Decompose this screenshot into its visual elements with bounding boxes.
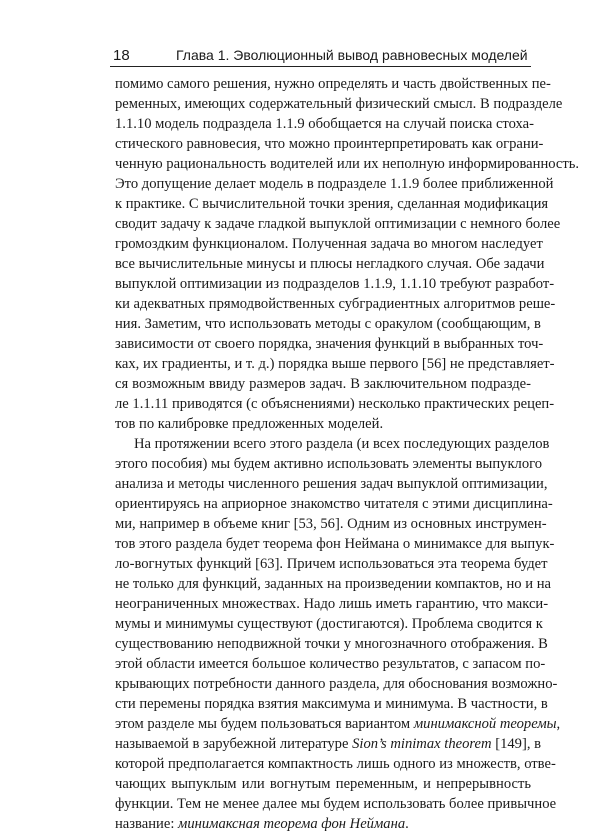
text-line: существованию неподвижной точки у многозначного отображения. В [115, 636, 548, 652]
text-line: сти перемены порядка взятия максимума и минимума. В частности, в [115, 696, 548, 712]
text-line: зависимости от своего порядка, значения функций в выбранных точ- [115, 336, 544, 352]
text-line: неограниченных множествах. Надо лишь иметь гарантию, что макси- [115, 596, 549, 612]
text-line: крывающих потребности данного раздела, для обоснования возможно- [115, 676, 558, 692]
text-line: стического равновесия, что можно проинтерпретировать как ограни- [115, 136, 544, 152]
running-title: Глава 1. Эволюционный вывод равновесных моделей [176, 47, 528, 63]
paragraph-first-line: На протяжении всего этого раздела (и всех последующих разделов [134, 436, 550, 452]
text-line: ся возможным ввиду размеров задач. В заключительном подразде- [115, 376, 531, 392]
text-line: выпуклой оптимизации из подразделов 1.1.9, 1.1.10 требуют разработ- [115, 276, 555, 292]
text-line: тов этого раздела будет теорема фон Неймана о минимаксе для выпук- [115, 536, 555, 552]
text-line: функции. Тем не менее далее мы будем использовать более привычное [115, 796, 557, 812]
italic-term: минимаксной теоремы [413, 716, 557, 732]
text-segment: название: [115, 816, 179, 832]
page-number: 18 [113, 47, 130, 64]
text-line: ках, их градиенты, и т. д.) порядка выше первого [56] не представляет- [115, 356, 555, 372]
text-segment: [149], в [491, 736, 542, 752]
text-line: ми, например в объеме книг [53, 56]. Одним из основных инструмен- [115, 516, 547, 532]
text-line: громоздким функционалом. Полученная задача во многом наследует [115, 236, 543, 252]
header-divider [110, 66, 531, 67]
text-line: ориентируясь на априорное знакомство читателя с этими дисциплина- [115, 496, 553, 512]
text-segment: . [405, 816, 409, 832]
text-line: анализа и методы численного решения задач выпуклой оптимизации, [115, 476, 548, 492]
text-segment: называемой в зарубежной литературе [115, 736, 353, 752]
text-line: ло-вогнутых функций [63]. Причем использоваться эта теорема будет [115, 556, 548, 572]
text-segment: , [556, 716, 561, 732]
text-line: этого пособия) мы будем активно использовать элементы выпуклого [115, 456, 543, 472]
text-line: мумы и минимумы существуют (достигаются). Проблема сводится к [115, 616, 543, 632]
italic-term: Sion’s minimax theorem [352, 736, 492, 752]
page-header [0, 0, 600, 70]
text-line [115, 814, 531, 834]
text-line [115, 714, 561, 734]
body-text [115, 74, 580, 834]
text-line: помимо самого решения, нужно определять и часть двойственных пе- [115, 76, 551, 92]
text-line: этой области имеется большое количество результатов, с запасом по- [115, 656, 546, 672]
text-line: ле 1.1.11 приводятся (с объяснениями) несколько практических рецеп- [115, 396, 555, 412]
text-line: все вычислительные минусы и плюсы негладкого случая. Обе задачи [115, 256, 545, 272]
text-line: тов по калибровке предложенных моделей. [115, 416, 384, 432]
text-line: ки адекватных прямодвойственных субградиентных алгоритмов реше- [115, 296, 556, 312]
text-line: сводит задачу к задаче гладкой выпуклой оптимизации с немного более [115, 216, 561, 232]
italic-term: минимаксная теорема фон Неймана [178, 816, 406, 832]
text-segment: этом разделе мы будем пользоваться вариантом [115, 716, 414, 732]
text-line: не только для функций, заданных на произведении компактов, но и на [115, 576, 552, 592]
text-line: ченную рациональность водителей или их неполную информированность. [115, 156, 580, 172]
text-line: 1.1.10 модель подраздела 1.1.9 обобщается на случай поиска стоха- [115, 116, 534, 132]
text-line [115, 734, 542, 754]
text-line: Это допущение делает модель в подразделе 1.1.9 более приближенной [115, 176, 554, 192]
text-line: чающих выпуклым или вогнутым переменным, и непрерывность [115, 776, 531, 792]
text-line: ния. Заметим, что использовать методы с оракулом (сообщающим, в [115, 316, 541, 332]
text-line: ременных, имеющих содержательный физический смысл. В подразделе [115, 96, 563, 112]
text-line: к практике. С вычислительной точки зрения, сделанная модификация [115, 196, 549, 212]
text-line: которой предполагается компактность лишь одного из множеств, отве- [115, 756, 556, 772]
